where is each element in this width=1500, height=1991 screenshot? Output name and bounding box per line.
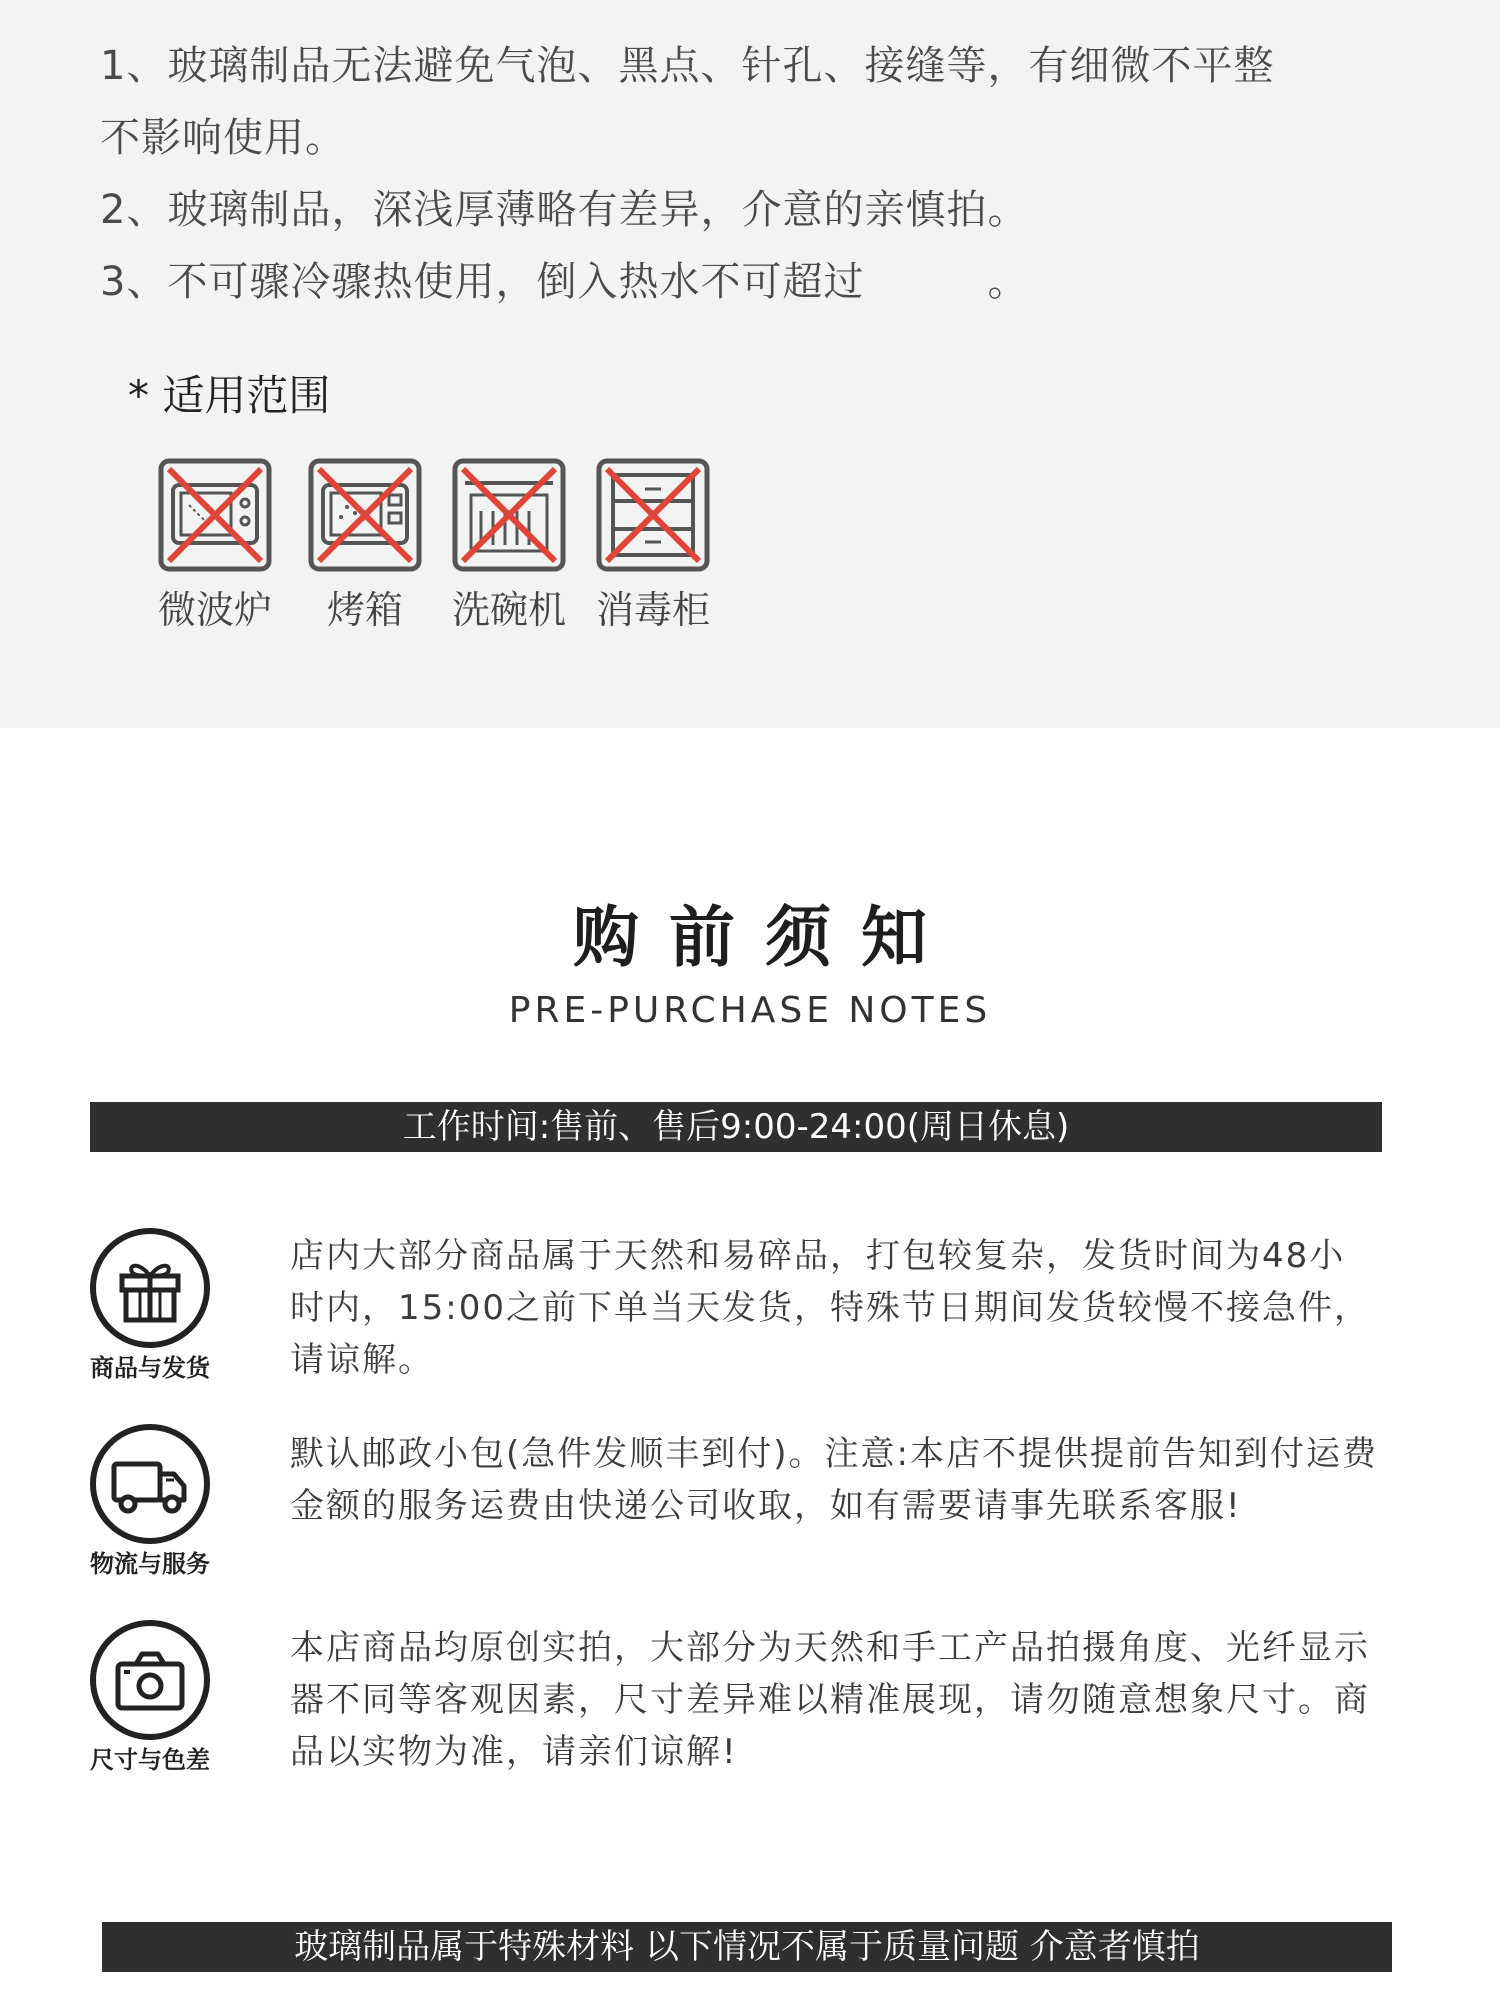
gift-icon (88, 1226, 212, 1350)
info-text (290, 1230, 1390, 1386)
note-line-1: 1、玻璃制品无法避免气泡、黑点、针孔、接缝等，有细微不平整 (100, 43, 1275, 89)
info-line: 默认邮政小包(急件发顺丰到付)。注意:本店不提供提前告知到付运费 (290, 1434, 1378, 1474)
info-text (290, 1622, 1390, 1778)
oven-icon (305, 455, 425, 575)
camera-icon (88, 1618, 212, 1742)
info-label: 物流与服务 (90, 1550, 210, 1578)
note-line-3: 3、不可骤冷骤热使用，倒入热水不可超过 。 (100, 259, 1029, 305)
appliance-dishwasher (434, 455, 584, 633)
working-hours-bar: 工作时间:售前、售后9:00-24:00(周日休息) (90, 1102, 1382, 1152)
appliance-oven (290, 455, 440, 633)
note-line-2: 2、玻璃制品，深浅厚薄略有差异，介意的亲慎拍。 (100, 187, 1029, 233)
dishwasher-icon (449, 455, 569, 575)
glass-notice-bar: 玻璃制品属于特殊材料 以下情况不属于质量问题 介意者慎拍 (102, 1922, 1392, 1972)
scope-title: * 适用范围 (128, 371, 331, 420)
info-line: 金额的服务运费由快递公司收取，如有需要请事先联系客服! (290, 1486, 1242, 1526)
appliance-label: 烤箱 (326, 588, 403, 632)
appliance-label: 微波炉 (157, 588, 272, 632)
info-line: 时内，15:00之前下单当天发货，特殊节日期间发货较慢不接急件， (290, 1288, 1370, 1328)
section-subtitle: PRE-PURCHASE NOTES (508, 990, 992, 1031)
info-line: 品以实物为准，请亲们谅解! (290, 1732, 738, 1772)
section-title: 购前须知 (573, 899, 957, 976)
sterilizer-cabinet-icon (593, 455, 713, 575)
appliance-label: 洗碗机 (451, 588, 566, 632)
appliance-microwave (140, 455, 290, 633)
microwave-icon (155, 455, 275, 575)
info-text (290, 1428, 1390, 1532)
truck-icon (88, 1422, 212, 1546)
appliance-sterilizer-cabinet (578, 455, 728, 633)
info-label: 尺寸与色差 (90, 1746, 210, 1774)
info-line: 请谅解。 (290, 1340, 434, 1380)
info-line: 本店商品均原创实拍，大部分为天然和手工产品拍摄角度、光纤显示 (290, 1628, 1370, 1668)
note-line-1-cont: 不影响使用。 (100, 115, 346, 161)
info-line: 器不同等客观因素，尺寸差异难以精准展现，请勿随意想象尺寸。商 (290, 1680, 1370, 1720)
appliance-label: 消毒柜 (595, 588, 710, 632)
info-label: 商品与发货 (90, 1354, 210, 1382)
info-line: 店内大部分商品属于天然和易碎品，打包较复杂，发货时间为48小 (290, 1236, 1346, 1276)
usage-notes-section (0, 0, 1500, 728)
